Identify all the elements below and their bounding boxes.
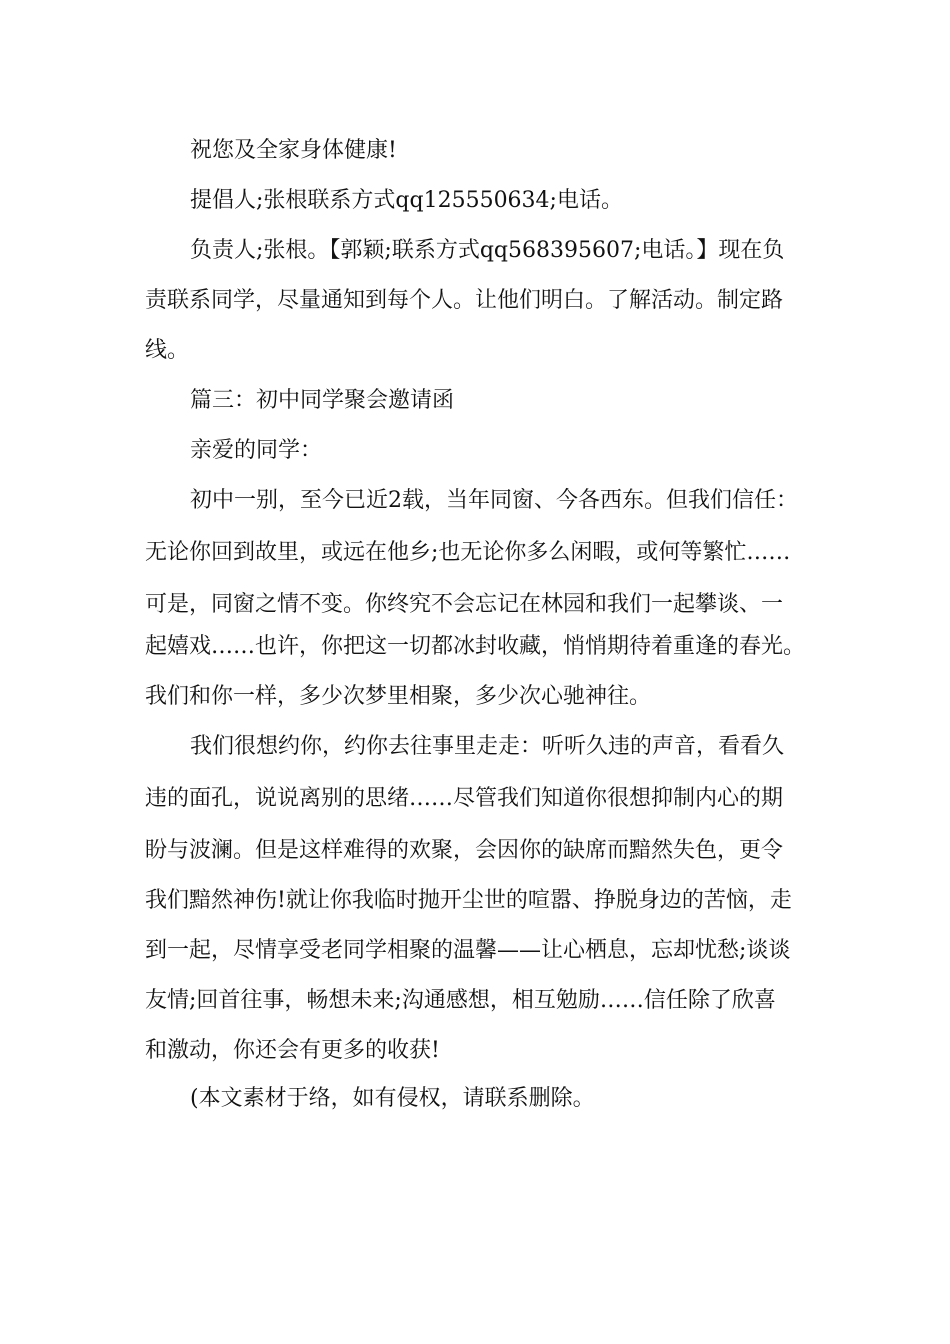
paragraph-1-line-4: 起嬉戏……也许，你把这一切都冰封收藏，悄悄期待着重逢的春光。 [145,634,806,659]
paragraph-2-line-1: 我们很想约你，约你去往事里走走：听听久违的声音，看看久 [190,734,785,759]
responsible-line-2: 责联系同学，尽量通知到每个人。让他们明白。了解活动。制定路 [145,288,784,313]
paragraph-1-line-5: 我们和你一样，多少次梦里相聚，多少次心驰神往。 [145,684,652,709]
paragraph-2-line-7: 和激动，你还会有更多的收获! [145,1038,440,1063]
disclaimer: (本文素材于络，如有侵权，请联系删除。 [190,1086,595,1111]
section-title: 篇三：初中同学聚会邀请函 [190,388,455,413]
salutation: 亲爱的同学： [190,438,323,463]
responsible-line-3: 线。 [145,338,190,363]
responsible-line-1: 负责人;张根。【郭颖;联系方式qq568395607;电话。】现在负 [190,238,785,263]
paragraph-1-line-3: 可是，同窗之情不变。你终究不会忘记在林园和我们一起攀谈、一 [145,592,784,617]
closing-wish: 祝您及全家身体健康! [190,138,397,163]
paragraph-2-line-3: 盼与波澜。但是这样难得的欢聚，会因你的缺席而黯然失色，更令 [145,838,784,863]
paragraph-1-line-1: 初中一别，至今已近2载，当年同窗、今各西东。但我们信任： [190,488,798,513]
paragraph-1-line-2: 无论你回到故里，或远在他乡;也无论你多么闲暇，或何等繁忙…… [145,540,791,565]
initiator-line: 提倡人;张根联系方式qq125550634;电话。 [190,188,623,213]
paragraph-2-line-4: 我们黯然神伤!就让你我临时抛开尘世的喧嚣、挣脱身边的苦恼，走 [145,888,792,913]
paragraph-2-line-6: 友情;回首往事，畅想未来;沟通感想，相互勉励……信任除了欣喜 [145,988,776,1013]
paragraph-2-line-2: 违的面孔，说说离别的思绪……尽管我们知道你很想抑制内心的期 [145,786,784,811]
paragraph-2-line-5: 到一起，尽情享受老同学相聚的温馨——让心栖息，忘却忧愁;谈谈 [145,938,791,963]
